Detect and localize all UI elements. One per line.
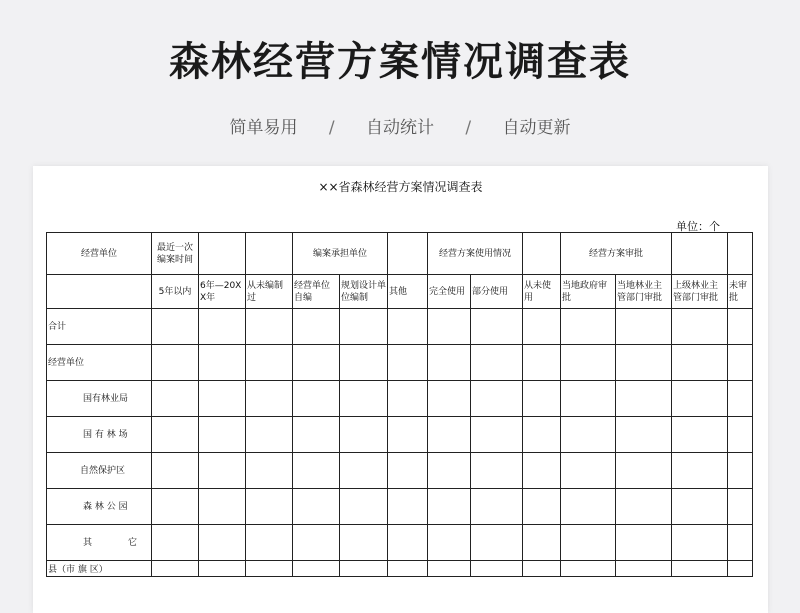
table-cell — [523, 453, 561, 489]
separator: / — [465, 118, 472, 138]
header-upper-forestry: 上级林业主管部门审批 — [672, 275, 728, 309]
table-cell — [616, 381, 672, 417]
table-cell — [340, 561, 388, 577]
table-cell — [293, 453, 340, 489]
table-cell — [428, 561, 471, 577]
table-cell — [340, 453, 388, 489]
table-cell — [246, 417, 293, 453]
table-cell — [523, 525, 561, 561]
feature-easy: 简单易用 — [229, 118, 298, 138]
table-row — [47, 525, 753, 561]
table-cell — [561, 309, 616, 345]
survey-table — [46, 232, 753, 577]
header-partial-use: 部分使用 — [471, 275, 523, 309]
table-cell — [561, 345, 616, 381]
row-label-forest-park: 森 林 公 园 — [47, 489, 152, 525]
table-cell — [728, 489, 753, 525]
table-cell — [293, 561, 340, 577]
table-cell — [246, 309, 293, 345]
table-cell — [340, 381, 388, 417]
header-row-2 — [47, 275, 753, 309]
table-cell — [616, 345, 672, 381]
table-cell — [672, 381, 728, 417]
table-cell — [672, 309, 728, 345]
cell — [246, 233, 293, 275]
table-row — [47, 489, 753, 525]
table-cell — [561, 489, 616, 525]
table-cell — [388, 381, 428, 417]
sheet-title: ××省森林经营方案情况调查表 — [318, 180, 483, 194]
table-cell — [340, 489, 388, 525]
table-cell — [340, 525, 388, 561]
table-cell — [293, 309, 340, 345]
table-cell — [246, 453, 293, 489]
table-cell — [199, 345, 246, 381]
table-cell — [293, 345, 340, 381]
table-cell — [293, 417, 340, 453]
row-label-state-forest-farm: 国 有 林 场 — [47, 417, 152, 453]
table-cell — [471, 381, 523, 417]
table-cell — [246, 489, 293, 525]
table-cell — [199, 309, 246, 345]
spreadsheet-preview — [33, 166, 768, 613]
cell — [199, 233, 246, 275]
table-cell — [246, 561, 293, 577]
header-not-approved: 未审批 — [728, 275, 753, 309]
table-cell — [728, 453, 753, 489]
table-cell — [471, 561, 523, 577]
table-cell — [152, 453, 199, 489]
table-cell — [152, 561, 199, 577]
table-cell — [728, 561, 753, 577]
table-cell — [523, 345, 561, 381]
table-cell — [523, 381, 561, 417]
table-cell — [471, 453, 523, 489]
header-self-compiled: 经营单位自编 — [293, 275, 340, 309]
table-cell — [616, 309, 672, 345]
table-cell — [471, 525, 523, 561]
page-title: 森林经营方案情况调查表 — [169, 39, 631, 85]
cell — [672, 233, 728, 275]
table-cell — [561, 453, 616, 489]
table-cell — [152, 345, 199, 381]
table-cell — [672, 345, 728, 381]
table-cell — [388, 309, 428, 345]
table-cell — [728, 525, 753, 561]
table-cell — [428, 309, 471, 345]
table-cell — [672, 525, 728, 561]
table-cell — [388, 417, 428, 453]
table-cell — [561, 525, 616, 561]
table-cell — [199, 381, 246, 417]
table-cell — [728, 309, 753, 345]
header-local-forestry: 当地林业主管部门审批 — [616, 275, 672, 309]
header-design-unit: 规划设计单位编制 — [340, 275, 388, 309]
table-row — [47, 309, 753, 345]
cell — [47, 275, 152, 309]
table-cell — [616, 453, 672, 489]
row-label-total: 合计 — [47, 309, 152, 345]
table-cell — [388, 561, 428, 577]
row-label-county: 县（市 旗 区） — [47, 561, 152, 577]
table-cell — [561, 561, 616, 577]
table-cell — [471, 345, 523, 381]
table-cell — [428, 381, 471, 417]
header-usage: 经营方案使用情况 — [428, 233, 523, 275]
row-label-other-b: 它 — [128, 537, 138, 548]
table-cell — [672, 561, 728, 577]
feature-tagline — [0, 113, 800, 138]
row-label-nature-reserve: 自然保护区 — [47, 453, 152, 489]
feature-auto-update: 自动更新 — [502, 118, 571, 138]
table-cell — [561, 381, 616, 417]
table-cell — [152, 525, 199, 561]
table-cell — [561, 417, 616, 453]
table-cell — [388, 345, 428, 381]
separator: / — [328, 118, 335, 138]
header-local-gov: 当地政府审批 — [561, 275, 616, 309]
header-other: 其他 — [388, 275, 428, 309]
table-cell — [340, 417, 388, 453]
table-cell — [471, 309, 523, 345]
header-never-compiled: 从未编制过 — [246, 275, 293, 309]
table-cell — [672, 453, 728, 489]
table-row — [47, 561, 753, 577]
table-cell — [246, 345, 293, 381]
table-cell — [246, 525, 293, 561]
table-row — [47, 453, 753, 489]
table-cell — [293, 381, 340, 417]
table-cell — [672, 417, 728, 453]
table-cell — [340, 345, 388, 381]
table-cell — [152, 309, 199, 345]
table-cell — [616, 525, 672, 561]
table-row — [47, 381, 753, 417]
feature-auto-stats: 自动统计 — [366, 118, 434, 138]
row-label-other — [47, 525, 152, 561]
row-label-state-forestry-bureau: 国有林业局 — [47, 381, 152, 417]
header-latest-time: 最近一次编案时间 — [152, 233, 199, 275]
table-cell — [523, 489, 561, 525]
table-cell — [428, 489, 471, 525]
table-cell — [152, 381, 199, 417]
table-cell — [616, 489, 672, 525]
table-cell — [340, 309, 388, 345]
table-cell — [152, 417, 199, 453]
table-cell — [428, 525, 471, 561]
cell — [388, 233, 428, 275]
table-cell — [293, 525, 340, 561]
table-cell — [246, 381, 293, 417]
table-cell — [293, 489, 340, 525]
row-label-unit: 经营单位 — [47, 345, 152, 381]
table-cell — [471, 417, 523, 453]
table-cell — [616, 417, 672, 453]
table-cell — [388, 453, 428, 489]
table-cell — [199, 525, 246, 561]
table-cell — [471, 489, 523, 525]
header-full-use: 完全使用 — [428, 275, 471, 309]
header-within-5y: 5年以内 — [152, 275, 199, 309]
table-cell — [428, 345, 471, 381]
table-cell — [199, 561, 246, 577]
header-unit: 经营单位 — [47, 233, 152, 275]
table-cell — [728, 345, 753, 381]
header-6y-20xx: 6年—20XX年 — [199, 275, 246, 309]
table-cell — [523, 417, 561, 453]
header-approval: 经营方案审批 — [561, 233, 672, 275]
table-cell — [199, 417, 246, 453]
table-cell — [199, 453, 246, 489]
table-cell — [388, 525, 428, 561]
unit-note: 单位：个 — [676, 220, 720, 233]
table-cell — [672, 489, 728, 525]
table-cell — [616, 561, 672, 577]
cell — [523, 233, 561, 275]
table-cell — [428, 453, 471, 489]
table-cell — [199, 489, 246, 525]
table-cell — [388, 489, 428, 525]
table-cell — [728, 381, 753, 417]
table-row — [47, 417, 753, 453]
cell — [728, 233, 753, 275]
header-never-used: 从未使用 — [523, 275, 561, 309]
header-undertaker: 编案承担单位 — [293, 233, 388, 275]
table-cell — [523, 561, 561, 577]
row-label-other-a: 其 — [83, 537, 93, 548]
table-cell — [152, 489, 199, 525]
table-row — [47, 345, 753, 381]
table-cell — [523, 309, 561, 345]
header-row-1 — [47, 233, 753, 275]
table-cell — [728, 417, 753, 453]
table-cell — [428, 417, 471, 453]
